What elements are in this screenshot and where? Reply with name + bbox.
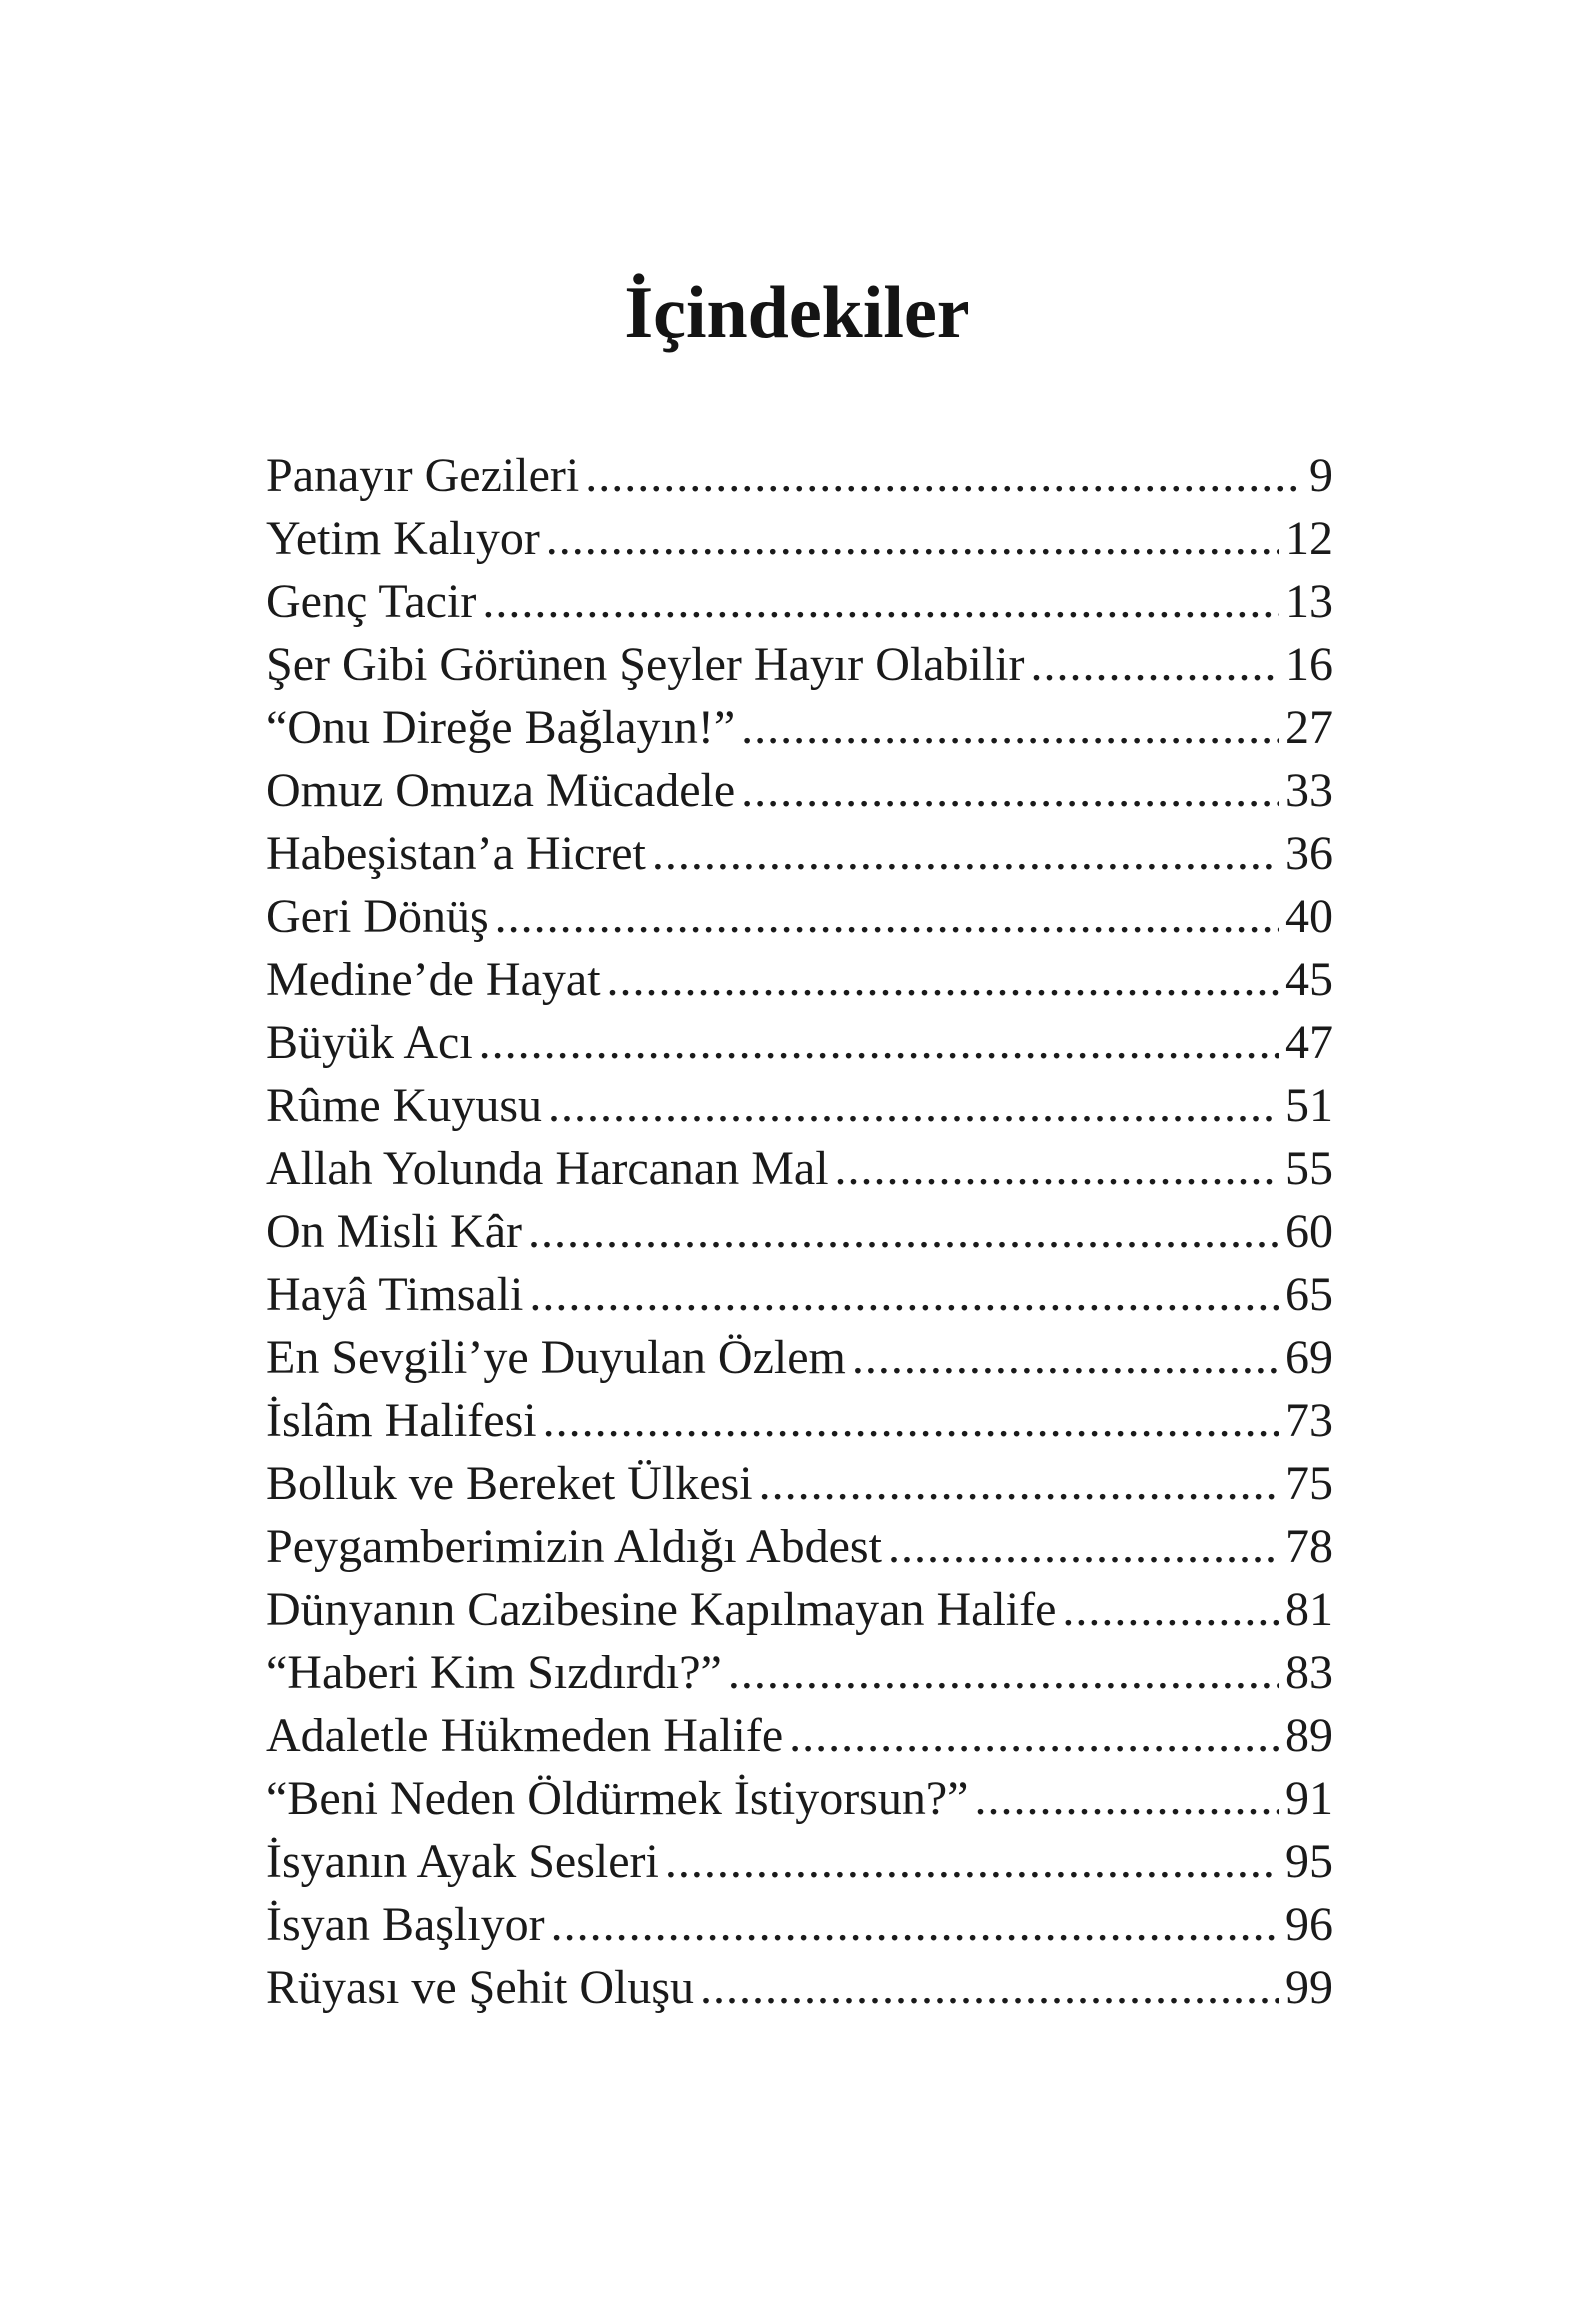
toc-entry [266,885,1333,948]
toc-entry-page: 83 [1285,1646,1333,1699]
table-of-contents [266,444,1333,2019]
dot-leader [495,885,1279,948]
toc-entry [266,1893,1333,1956]
toc-entry-page: 40 [1285,890,1333,943]
toc-entry [266,1389,1333,1452]
toc-entry [266,1137,1333,1200]
toc-entry-title: Şer Gibi Görünen Şeyler Hayır Olabilir [266,638,1025,691]
toc-entry-page: 27 [1285,701,1333,754]
toc-entry [266,570,1333,633]
dot-leader [700,1956,1279,2019]
dot-leader [741,696,1279,759]
dot-leader [835,1137,1279,1200]
dot-leader [852,1326,1279,1389]
toc-entry-title: Omuz Omuza Mücadele [266,764,736,817]
dot-leader [1062,1578,1279,1641]
toc-entry-title: “Beni Neden Öldürmek İstiyorsun?” [266,1772,969,1825]
dot-leader [529,1263,1279,1326]
toc-entry-page: 65 [1285,1268,1333,1321]
toc-entry-title: Habeşistan’a Hicret [266,827,646,880]
dot-leader [528,1200,1279,1263]
toc-entry-title: Panayır Gezileri [266,449,580,502]
toc-entry-page: 47 [1285,1016,1333,1069]
toc-entry-title: Rüyası ve Şehit Oluşu [266,1961,694,2014]
toc-entry-page: 91 [1285,1772,1333,1825]
toc-entry [266,1704,1333,1767]
dot-leader [888,1515,1279,1578]
toc-entry-title: Geri Dönüş [266,890,489,943]
toc-entry [266,948,1333,1011]
dot-leader [551,1893,1279,1956]
toc-entry-page: 95 [1285,1835,1333,1888]
toc-entry-page: 75 [1285,1457,1333,1510]
toc-entry-title: Allah Yolunda Harcanan Mal [266,1142,829,1195]
toc-entry-title: İsyanın Ayak Sesleri [266,1835,659,1888]
toc-entry [266,1011,1333,1074]
toc-entry-title: Bolluk ve Bereket Ülkesi [266,1457,753,1510]
toc-entry-page: 60 [1285,1205,1333,1258]
dot-leader [789,1704,1279,1767]
toc-entry [266,1326,1333,1389]
toc-entry-page: 73 [1285,1394,1333,1447]
toc-entry-title: Hayâ Timsali [266,1268,524,1321]
dot-leader [482,570,1279,633]
dot-leader [974,1767,1279,1830]
toc-entry-page: 69 [1285,1331,1333,1384]
toc-entry-title: İslâm Halifesi [266,1394,537,1447]
toc-entry-page: 89 [1285,1709,1333,1762]
toc-entry-title: On Misli Kâr [266,1205,522,1258]
toc-entry [266,1641,1333,1704]
toc-entry [266,1830,1333,1893]
toc-entry-page: 81 [1285,1583,1333,1636]
toc-entry-title: Büyük Acı [266,1016,473,1069]
dot-leader [479,1011,1279,1074]
toc-entry-page: 45 [1285,953,1333,1006]
dot-leader [652,822,1279,885]
toc-entry-title: Yetim Kalıyor [266,512,540,565]
toc-entry-page: 13 [1285,575,1333,628]
toc-entry [266,696,1333,759]
dot-leader [607,948,1279,1011]
toc-entry [266,1074,1333,1137]
dot-leader [741,759,1279,822]
toc-entry-title: Genç Tacir [266,575,477,628]
toc-entry [266,633,1333,696]
dot-leader [728,1641,1279,1704]
toc-entry-page: 51 [1285,1079,1333,1132]
toc-entry [266,1452,1333,1515]
toc-entry-page: 12 [1285,512,1333,565]
toc-entry-page: 9 [1309,449,1333,502]
toc-entry-page: 16 [1285,638,1333,691]
toc-entry [266,1200,1333,1263]
toc-entry-title: Peygamberimizin Aldığı Abdest [266,1520,882,1573]
toc-entry-title: “Haberi Kim Sızdırdı?” [266,1646,722,1699]
dot-leader [759,1452,1279,1515]
toc-entry [266,1263,1333,1326]
toc-entry-page: 99 [1285,1961,1333,2014]
toc-entry-title: Medine’de Hayat [266,953,601,1006]
dot-leader [548,1074,1279,1137]
toc-entry-page: 96 [1285,1898,1333,1951]
toc-entry [266,507,1333,570]
toc-entry-title: Adaletle Hükmeden Halife [266,1709,784,1762]
page-title: İçindekiler [624,272,970,354]
toc-entry-title: Rûme Kuyusu [266,1079,542,1132]
toc-entry [266,444,1333,507]
toc-entry [266,1515,1333,1578]
dot-leader [546,507,1279,570]
dot-leader [1030,633,1279,696]
toc-entry [266,1767,1333,1830]
toc-entry-title: “Onu Direğe Bağlayın!” [266,701,736,754]
toc-entry [266,1956,1333,2019]
dot-leader [585,444,1303,507]
toc-entry-title: Dünyanın Cazibesine Kapılmayan Halife [266,1583,1057,1636]
toc-entry [266,759,1333,822]
dot-leader [543,1389,1279,1452]
toc-entry-title: En Sevgili’ye Duyulan Özlem [266,1331,846,1384]
toc-entry [266,1578,1333,1641]
toc-entry-page: 33 [1285,764,1333,817]
dot-leader [665,1830,1279,1893]
toc-entry-page: 36 [1285,827,1333,880]
toc-entry-title: İsyan Başlıyor [266,1898,545,1951]
toc-entry-page: 55 [1285,1142,1333,1195]
toc-entry [266,822,1333,885]
toc-entry-page: 78 [1285,1520,1333,1573]
